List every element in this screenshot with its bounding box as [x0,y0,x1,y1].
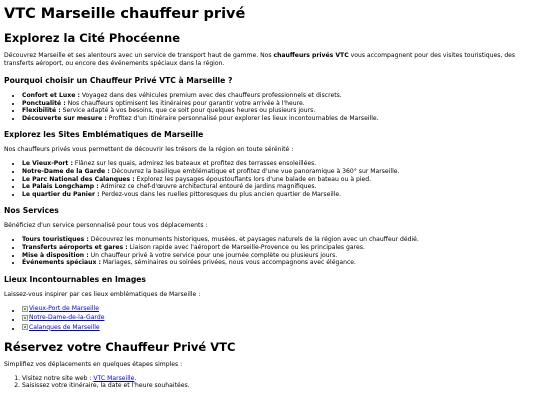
site-item-text: Découvrez la basilique emblématique et profitez d'une vue panoramique à 360° sur Marseille. [109,167,400,175]
site-item-term: Le Parc National des Calanques : [22,175,135,183]
images-list [4,305,536,333]
site-item-text: Admirez ce chef-d'œuvre architectural entouré de jardins magnifiques. [98,183,317,191]
booking-heading: Réservez votre Chauffeur Privé VTC [4,339,236,354]
site-item-term: Le quartier du Panier : [22,190,100,198]
why-item-comfort [22,92,536,100]
service-item-disposal [22,252,536,260]
why-item-term: Flexibilité : [22,107,61,115]
why-item-term: Confort et Luxe : [22,92,80,99]
images-intro: Laissez-vous inspirer par ces lieux emblématiques de Marseille : [4,290,201,298]
image-item [22,324,536,333]
sites-heading: Explorez les Sites Emblématiques de Marseille [4,130,204,140]
site-item-text: Perdez-vous dans les ruelles pittoresques du plus ancien quartier de Marseille. [99,190,342,198]
services-list [4,236,536,266]
service-item-text: Un chauffeur privé à votre service pour une journée complète ou plusieurs jours. [88,251,338,259]
vtc-marseille-link[interactable]: VTC Marseille [93,374,135,382]
booking-intro: Simplifiez vos déplacements en quelques étapes simples : [4,360,183,368]
site-item-text: Flânez sur les quais, admirez les bateaux et profitez des terrasses ensoleillées. [72,160,317,168]
service-item-term: Tours touristiques : [22,236,89,244]
image-link-vieux-port[interactable] [22,305,99,313]
why-item-term: Découverte sur mesure : [22,114,107,122]
service-item-term: Transferts aéroports et gares : [22,243,128,251]
sites-list [4,160,536,198]
service-item-tours [22,236,536,244]
booking-step-text: Visitez notre site web : [22,374,94,382]
site-item-term: Le Palais Longchamp : [22,183,99,191]
service-item-text: Liaison rapide avec l'aéroport de Marseille-Provence ou les principales gares. [127,243,365,251]
intro-text-bold: chauffeurs privés VTC [273,52,349,59]
why-heading: Pourquoi choisir un Chauffeur Privé VTC à Marseille ? [4,76,233,85]
why-item-flexibility [22,107,536,115]
service-item-transfers [22,244,536,252]
intro-heading: Explorez la Cité Phocéenne [4,31,181,45]
broken-image-icon [22,324,28,330]
site-item-term: Le Vieux-Port : [22,160,73,168]
site-item-longchamp [22,183,536,191]
why-item-text: Profitez d'un itinéraire personnalisé pour explorer les lieux incontournables de Marseille. [106,114,379,122]
intro-text-before: Découvrez Marseille et ses alentours avec un service de transport haut de gamme. Nos [4,52,274,59]
service-item-text: Mariages, séminaires ou soirées privées, nous vous accompagnons avec élégance. [100,259,356,267]
why-item-discovery [22,115,536,123]
site-item-term: Notre-Dame de la Garde : [22,167,110,175]
image-alt-text: • Calanques de Marseille [29,323,100,331]
site-item-notre-dame [22,168,536,176]
service-item-events [22,259,536,267]
service-item-term: Événements spéciaux : [22,259,101,267]
site-item-vieux-port [22,160,536,168]
booking-step-itinerary [22,382,536,390]
why-item-term: Ponctualité : [22,99,66,107]
image-link-notre-dame[interactable] [22,314,104,322]
why-item-text: Service adapté à vos besoins, que ce soit pour quelques heures ou plusieurs jours. [60,107,316,115]
why-item-text: Voyagez dans des véhicules premium avec des chauffeurs professionnels et discrets. [79,92,342,99]
sites-intro: Nos chauffeurs privés vous permettent de découvrir les trésors de la région en toute sérénité : [4,146,294,154]
image-alt-text: • Notre-Dame-de-la-Garde [29,314,105,322]
service-item-text: Découvrez les monuments historiques, musées, et paysages naturels de la région avec un chauffeur dédié. [88,236,419,244]
why-item-text: Nos chauffeurs optimisent les itinéraires pour garantir votre arrivée à l'heure. [65,99,305,107]
site-item-text: Explorez les paysages époustouflants lors d'une balade en bateau ou à pied. [134,175,372,183]
booking-step-text-after: . [134,374,137,382]
image-link-calanques[interactable] [22,324,100,332]
page [0,6,540,390]
intro-text-after: vous accompagnent pour des visites touristiques, des transferts aéroport, ou encore des événements spéciaux dans la région. [4,52,516,67]
page-title: VTC Marseille chauffeur privé [4,6,246,22]
services-intro: Bénéficiez d'un service personnalisé pour tous vos déplacements : [4,222,208,230]
site-item-panier [22,191,536,199]
images-heading: Lieux Incontournables en Images [4,274,146,284]
image-item [22,305,536,314]
booking-step-text: Saisissez votre itinéraire, la date et l'heure souhaitées. [22,382,190,390]
image-item [22,314,536,323]
broken-image-icon [22,315,28,321]
image-alt-text: • Vieux-Port de Marseille [29,304,99,312]
intro-paragraph [4,52,536,68]
service-item-term: Mise à disposition : [22,251,89,259]
broken-image-icon [22,306,28,312]
booking-steps [4,375,536,390]
why-list [4,92,536,122]
services-heading: Nos Services [4,206,59,216]
